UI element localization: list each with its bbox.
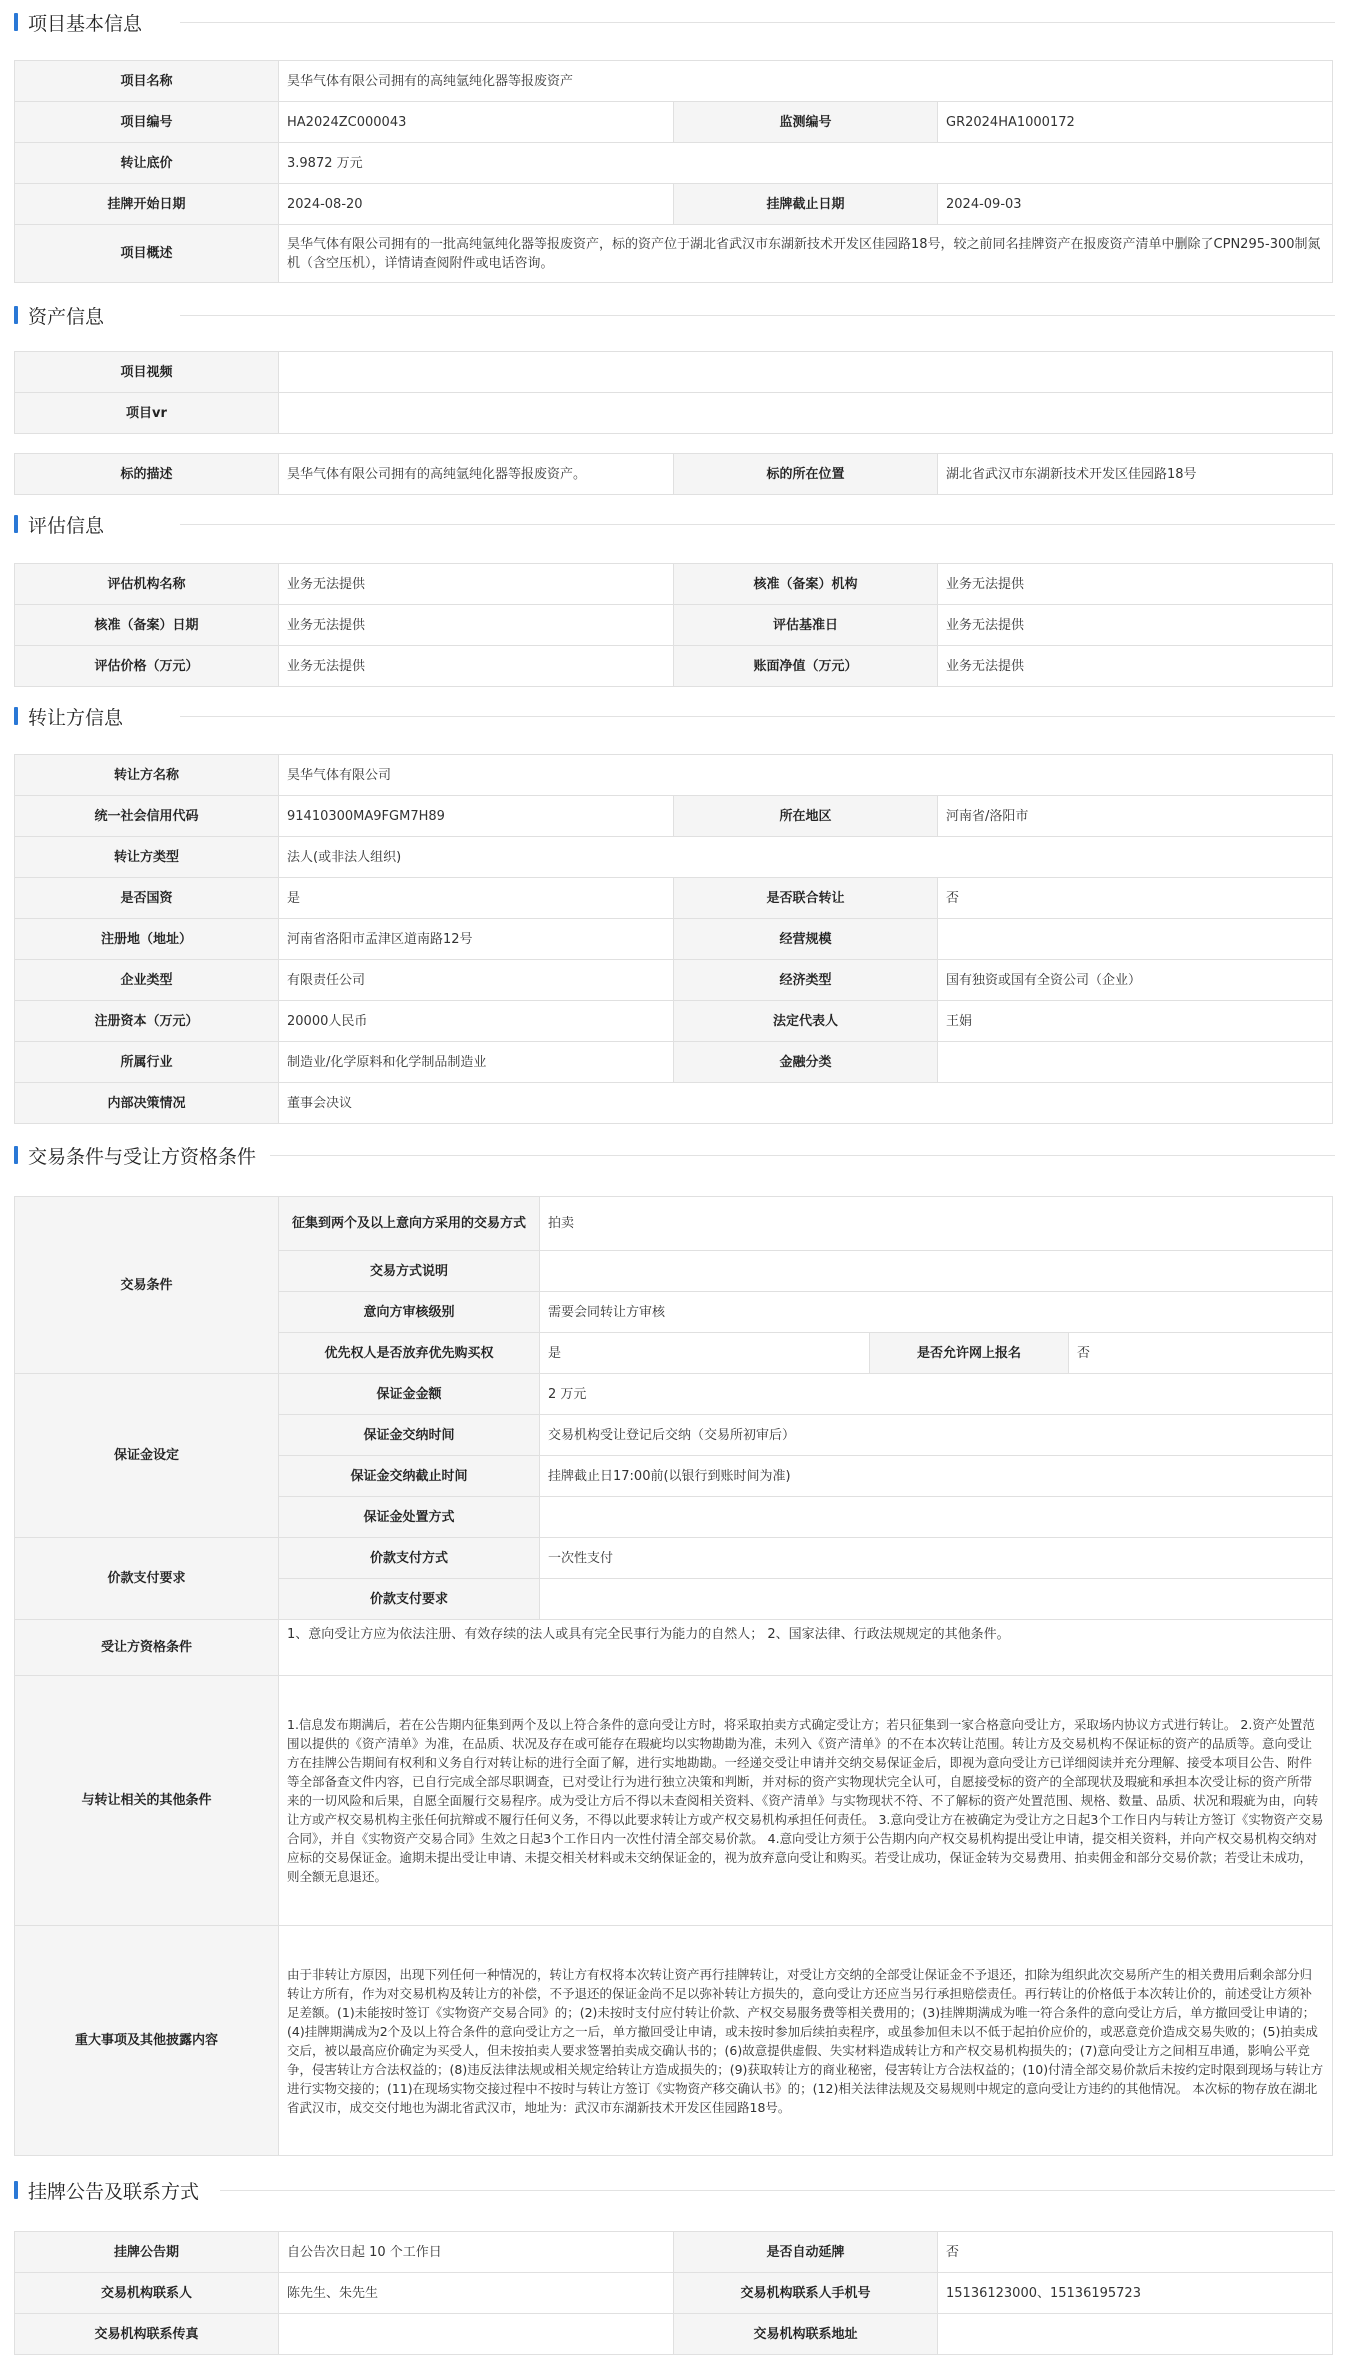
divider <box>270 1155 1335 1156</box>
project-code: HA2024ZC000043 <box>279 102 674 143</box>
section-bar <box>14 2181 18 2199</box>
transferor-table <box>14 754 1333 1124</box>
section-title-basic: 项目基本信息 <box>14 12 142 32</box>
table-row <box>15 605 1333 646</box>
section-bar <box>14 707 18 725</box>
table-row <box>15 1001 1333 1042</box>
table-row <box>15 1676 1333 1926</box>
table-row <box>15 1083 1333 1124</box>
priority: 是 <box>540 1333 870 1374</box>
finance-class <box>938 1042 1333 1083</box>
method-desc-label: 交易方式说明 <box>279 1251 540 1292</box>
industry: 制造业/化学原料和化学制品制造业 <box>279 1042 674 1083</box>
table-row <box>15 837 1333 878</box>
project-video[interactable] <box>279 352 1333 393</box>
section-title-transferor: 转让方信息 <box>14 706 123 726</box>
eval-base-date-label: 评估基准日 <box>674 605 938 646</box>
section-bar <box>14 1146 18 1164</box>
project-name: 昊华气体有限公司拥有的高纯氩纯化器等报废资产 <box>279 61 1333 102</box>
table-row <box>15 2273 1333 2314</box>
collect-method-label: 征集到两个及以上意向方采用的交易方式 <box>279 1197 540 1251</box>
business-scale <box>938 919 1333 960</box>
project-name-label: 项目名称 <box>15 61 279 102</box>
economic-type-label: 经济类型 <box>674 960 938 1001</box>
asset-location: 湖北省武汉市东湖新技术开发区佳园路18号 <box>938 454 1333 495</box>
contact-phone[interactable]: 15136123000、15136195723 <box>938 2273 1333 2314</box>
project-vr-label: 项目vr <box>15 393 279 434</box>
deposit-amount-label: 保证金金额 <box>279 1374 540 1415</box>
deposit-handle-label: 保证金处置方式 <box>279 1497 540 1538</box>
review-level-label: 意向方审核级别 <box>279 1292 540 1333</box>
table-row <box>15 1042 1333 1083</box>
table-row <box>15 61 1333 102</box>
listing-end-label: 挂牌截止日期 <box>674 184 938 225</box>
major-disclosure: 由于非转让方原因，出现下列任何一种情况的，转让方有权将本次转让资产再行挂牌转让，对受让方交纳的全部受让保证金不予退还，扣除为组织此次交易所产生的相关费用后剩余部分归转让方所有，作为对交易机构及转让方的补偿，不予退还的保证金尚不足以弥补转让方损失的，意向受让方还应当另行承担赔偿责任。再行转让的价格低于本次转让价的，前述受让方须补足差额。(1)未能按时签订《实物资产交易合同》的；(2)未按时支付应付转让价款、产权交易服务费等相关费用的；(3)挂牌期满成为唯一符合条件的意向受让方后，单方撤回受让申请的；(4)挂牌期满成为2个及以上符合条件的意向受让方之一后，单方撤回受让申请，或未按时参加后续拍卖程序，或虽参加但未以不低于起拍价应价的，或恶意竞价造成交易失败的；(5)拍卖成交后，被以最高应价确定为买受人，但未按拍卖人要求签署拍卖成交确认书的；(6)故意提供虚假、失实材料造成转让方和产权交易机构损失的；(7)意向受让方之间相互串通，影响公平竞争，侵害转让方合法权益的；(8)违反法律法规或相关规定给转让方造成损失的；(9)获取转让方的商业秘密，侵害转让方合法权益的；(10)付清全部交易价款后未按约定时限到现场与转让方进行实物交接的；(11)在现场实物交接过程中不按时与转让方签订《实物资产移交确认书》的；(12)相关法律法规及交易规则中规定的意向受让方违约的其他情况。 本次标的物存放在湖北省武汉市，成交交付地也为湖北省武汉市，地址为：武汉市东湖新技术开发区佳园路18号。 <box>279 1926 1333 2156</box>
approve-date-label: 核准（备案）日期 <box>15 605 279 646</box>
contact-label: 交易机构联系人 <box>15 2273 279 2314</box>
listing-table <box>14 2231 1333 2355</box>
business-scale-label: 经营规模 <box>674 919 938 960</box>
deposit-setting-label: 保证金设定 <box>15 1374 279 1538</box>
section-bar <box>14 306 18 324</box>
deposit-deadline: 挂牌截止日17:00前(以银行到账时间为准) <box>540 1456 1333 1497</box>
listing-start-date: 2024-08-20 <box>279 184 674 225</box>
payment-method-label: 价款支付方式 <box>279 1538 540 1579</box>
approve-org: 业务无法提供 <box>938 564 1333 605</box>
basic-info-table <box>14 60 1333 283</box>
contact-fax-label: 交易机构联系传真 <box>15 2314 279 2355</box>
asset-desc-label: 标的描述 <box>15 454 279 495</box>
reg-capital: 20000人民币 <box>279 1001 674 1042</box>
auto-extend: 否 <box>938 2232 1333 2273</box>
transferor-name-label: 转让方名称 <box>15 755 279 796</box>
transferor-type: 法人(或非法人组织) <box>279 837 1333 878</box>
section-title-conditions: 交易条件与受让方资格条件 <box>14 1145 256 1165</box>
reserve-price-label: 转让底价 <box>15 143 279 184</box>
table-row <box>15 1620 1333 1676</box>
table-row <box>15 878 1333 919</box>
divider <box>180 22 1335 23</box>
divider <box>220 2190 1335 2191</box>
table-row <box>15 1374 1333 1415</box>
contact-phone-label: 交易机构联系人手机号 <box>674 2273 938 2314</box>
eval-org: 业务无法提供 <box>279 564 674 605</box>
auto-extend-label: 是否自动延牌 <box>674 2232 938 2273</box>
finance-class-label: 金融分类 <box>674 1042 938 1083</box>
eval-org-label: 评估机构名称 <box>15 564 279 605</box>
book-value: 业务无法提供 <box>938 646 1333 687</box>
state-owned-label: 是否国资 <box>15 878 279 919</box>
credit-code-label: 统一社会信用代码 <box>15 796 279 837</box>
section-bar <box>14 515 18 533</box>
review-level: 需要会同转让方审核 <box>540 1292 1333 1333</box>
divider <box>180 716 1335 717</box>
table-row <box>15 454 1333 495</box>
other-conditions-label: 与转让相关的其他条件 <box>15 1676 279 1926</box>
internal-decision-label: 内部决策情况 <box>15 1083 279 1124</box>
table-row <box>15 393 1333 434</box>
approve-org-label: 核准（备案）机构 <box>674 564 938 605</box>
deposit-time-label: 保证金交纳时间 <box>279 1415 540 1456</box>
deposit-time: 交易机构受让登记后交纳（交易所初审后） <box>540 1415 1333 1456</box>
project-vr[interactable] <box>279 393 1333 434</box>
credit-code: 91410300MA9FGM7H89 <box>279 796 674 837</box>
collect-method: 拍卖 <box>540 1197 1333 1251</box>
region-label: 所在地区 <box>674 796 938 837</box>
online-signup: 否 <box>1069 1333 1333 1374</box>
table-row <box>15 960 1333 1001</box>
contact-fax <box>279 2314 674 2355</box>
book-value-label: 账面净值（万元） <box>674 646 938 687</box>
table-row <box>15 564 1333 605</box>
monitor-code: GR2024HA1000172 <box>938 102 1333 143</box>
transferor-name: 昊华气体有限公司 <box>279 755 1333 796</box>
asset-location-label: 标的所在位置 <box>674 454 938 495</box>
eval-base-date: 业务无法提供 <box>938 605 1333 646</box>
table-row <box>15 352 1333 393</box>
payment-method: 一次性支付 <box>540 1538 1333 1579</box>
reserve-price: 3.9872 万元 <box>279 143 1333 184</box>
asset-media-table <box>14 351 1333 434</box>
method-desc <box>540 1251 1333 1292</box>
region: 河南省/洛阳市 <box>938 796 1333 837</box>
table-row <box>15 102 1333 143</box>
other-conditions: 1.信息发布期满后，若在公告期内征集到两个及以上符合条件的意向受让方时，将采取拍卖方式确定受让方；若只征集到一家合格意向受让方，采取场内协议方式进行转让。 2.资产处置范围以提供的《资产清单》为准，在品质、状况及存在或可能存在瑕疵均以实物勘勘为准，未列入《资产清单》的不在本次转让范围。转让方及交易机构不保证标的资产的品质等。意向受让方在挂牌公告期间有权利和义务自行对转让标的进行全面了解，进行实地勘勘。一经递交受让申请并交纳交易保证金后，即视为意向受让方已详细阅读并充分理解、接受本项目公告、附件等全部备查文件内容，已自行完成全部尽职调查，已对受让行为进行独立决策和判断，并对标的资产实物现状完全认可，自愿接受标的资产的全部现状及瑕疵和承担本次受让标的资产所带来的一切风险和后果，自愿全面履行交易程序。成为受让方后不得以未查阅相关资料、《资产清单》与实物现状不符、不了解标的资产处置范围、规格、数量、品质、状况和瑕疵为由，向转让方或产权交易机构主张任何抗辩或不履行任何义务，不得以此要求转让方或产权交易机构承担任何责任。 3.意向受让方在被确定为受让方之日起3个工作日内与转让方签订《实物资产交易合同》，并自《实物资产交易合同》生效之日起3个工作日内一次性付清全部交易价款。 4.意向受让方须于公告期内向产权交易机构提出受让申请，提交相关资料，并向产权交易机构交纳对应标的交易保证金。逾期未提出受让申请、未提交相关材料或未交纳保证金的，视为放弃意向受让和购买。若受让成功，保证金转为交易费用、拍卖佣金和部分交易价款；若受让未成功，则全额无息退还。 <box>279 1676 1333 1926</box>
major-disclosure-label: 重大事项及其他披露内容 <box>15 1926 279 2156</box>
section-bar <box>14 13 18 31</box>
reg-address: 河南省洛阳市孟津区道南路12号 <box>279 919 674 960</box>
table-row <box>15 1197 1333 1251</box>
transferor-type-label: 转让方类型 <box>15 837 279 878</box>
priority-label: 优先权人是否放弃优先购买权 <box>279 1333 540 1374</box>
legal-rep: 王娟 <box>938 1001 1333 1042</box>
payment-req-label: 价款支付要求 <box>279 1579 540 1620</box>
deposit-deadline-label: 保证金交纳截止时间 <box>279 1456 540 1497</box>
reg-address-label: 注册地（地址） <box>15 919 279 960</box>
joint-transfer-label: 是否联合转让 <box>674 878 938 919</box>
table-row <box>15 2232 1333 2273</box>
deposit-handle <box>540 1497 1333 1538</box>
conditions-table <box>14 1196 1333 2156</box>
enterprise-type-label: 企业类型 <box>15 960 279 1001</box>
trade-conditions-label: 交易条件 <box>15 1197 279 1374</box>
deposit-amount: 2 万元 <box>540 1374 1333 1415</box>
online-signup-label: 是否允许网上报名 <box>870 1333 1069 1374</box>
table-row <box>15 225 1333 283</box>
qualification: 1、意向受让方应为依法注册、有效存续的法人或具有完全民事行为能力的自然人； 2、国家法律、行政法规规定的其他条件。 <box>279 1620 1333 1676</box>
listing-end-date: 2024-09-03 <box>938 184 1333 225</box>
project-video-label: 项目视频 <box>15 352 279 393</box>
monitor-code-label: 监测编号 <box>674 102 938 143</box>
section-title-listing: 挂牌公告及联系方式 <box>14 2180 199 2200</box>
listing-start-label: 挂牌开始日期 <box>15 184 279 225</box>
eval-price: 业务无法提供 <box>279 646 674 687</box>
table-row <box>15 1926 1333 2156</box>
section-title-asset: 资产信息 <box>14 305 104 325</box>
table-row <box>15 646 1333 687</box>
qualification-label: 受让方资格条件 <box>15 1620 279 1676</box>
legal-rep-label: 法定代表人 <box>674 1001 938 1042</box>
joint-transfer: 否 <box>938 878 1333 919</box>
listing-period: 自公告次日起 10 个工作日 <box>279 2232 674 2273</box>
industry-label: 所属行业 <box>15 1042 279 1083</box>
table-row <box>15 1538 1333 1579</box>
table-row <box>15 143 1333 184</box>
contact-address <box>938 2314 1333 2355</box>
table-row <box>15 2314 1333 2355</box>
payment-req <box>540 1579 1333 1620</box>
state-owned: 是 <box>279 878 674 919</box>
enterprise-type: 有限责任公司 <box>279 960 674 1001</box>
section-title-eval: 评估信息 <box>14 514 104 534</box>
contact-address-label: 交易机构联系地址 <box>674 2314 938 2355</box>
divider <box>180 315 1335 316</box>
reg-capital-label: 注册资本（万元） <box>15 1001 279 1042</box>
project-overview: 昊华气体有限公司拥有的一批高纯氩纯化器等报废资产，标的资产位于湖北省武汉市东湖新技术开发区佳园路18号，较之前同名挂牌资产在报废资产清单中删除了CPN295-300制氮机（含空压机），详情请查阅附件或电话咨询。 <box>279 225 1333 283</box>
project-code-label: 项目编号 <box>15 102 279 143</box>
table-row <box>15 184 1333 225</box>
overview-label: 项目概述 <box>15 225 279 283</box>
table-row <box>15 755 1333 796</box>
contact: 陈先生、朱先生 <box>279 2273 674 2314</box>
asset-desc: 昊华气体有限公司拥有的高纯氩纯化器等报废资产。 <box>279 454 674 495</box>
divider <box>180 524 1335 525</box>
internal-decision: 董事会决议 <box>279 1083 1333 1124</box>
eval-table <box>14 563 1333 687</box>
asset-desc-table <box>14 453 1333 495</box>
economic-type: 国有独资或国有全资公司（企业） <box>938 960 1333 1001</box>
table-row <box>15 919 1333 960</box>
payment-req-group-label: 价款支付要求 <box>15 1538 279 1620</box>
listing-period-label: 挂牌公告期 <box>15 2232 279 2273</box>
eval-price-label: 评估价格（万元） <box>15 646 279 687</box>
table-row <box>15 796 1333 837</box>
approve-date: 业务无法提供 <box>279 605 674 646</box>
